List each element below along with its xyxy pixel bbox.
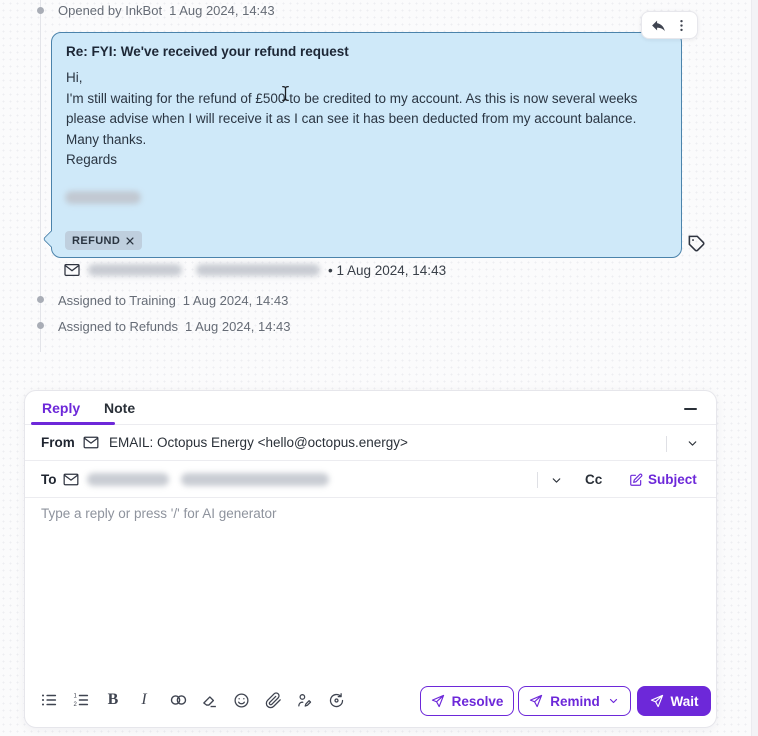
remove-tag-icon[interactable] [125,236,135,246]
message-actions-toolbar [641,11,698,39]
tab-reply[interactable]: Reply [42,400,81,416]
from-value[interactable]: EMAIL: Octopus Energy <hello@octopus.energy> [109,435,408,450]
subject-button[interactable] [629,472,697,487]
redacted-recipient [196,264,320,276]
from-chevron-down-icon[interactable] [685,437,700,450]
send-icon [431,694,445,708]
email-signoff: Regards [66,152,118,167]
subject-label: Subject [648,472,697,487]
attachment-icon[interactable] [260,687,286,713]
envelope-icon [64,263,80,277]
link-icon[interactable] [165,687,191,713]
envelope-icon [63,473,79,486]
email-message-bubble [51,32,682,258]
timeline-event-label: Opened by InkBot [58,3,163,18]
timeline-dot [37,7,44,14]
timeline-event-assigned-training [58,293,288,308]
bubble-tail [43,231,60,248]
composer-tabs [25,391,716,425]
redacted-to-name [87,473,169,486]
refund-tag[interactable] [65,231,142,250]
wait-label: Wait [670,693,699,709]
svg-text:2: 2 [73,702,77,708]
tag-icon[interactable] [687,234,706,253]
cc-button[interactable]: Cc [585,472,603,487]
remind-label: Remind [550,693,600,709]
scrollbar[interactable] [751,0,758,736]
to-label: To [41,472,57,487]
ibeam-cursor-icon [280,85,291,102]
kebab-menu-icon[interactable] [674,18,689,33]
reply-input-placeholder[interactable]: Type a reply or press '/' for AI generator [41,506,277,521]
minimize-button[interactable] [677,399,703,419]
timeline-event-opened [58,3,275,18]
timeline-event-label: Assigned to Refunds [58,319,178,334]
italic-icon[interactable]: I [141,691,147,708]
from-label: From [41,435,75,450]
svg-text:1: 1 [73,693,77,700]
bullet-list-icon[interactable] [36,687,62,713]
send-icon [650,694,664,708]
remind-chevron-down-icon [607,695,620,707]
remind-button[interactable] [518,686,631,716]
bold-icon[interactable]: B [107,691,119,708]
eraser-icon[interactable] [196,687,222,713]
redacted-to-email [181,473,329,486]
divider [666,436,667,452]
email-body: I'm still waiting for the refund of £500 to be credited to my account. As this is now several weeks please advise when I will receive it as I can see it has been deducted from my account balance. [66,90,638,126]
email-meta-timestamp: • 1 Aug 2024, 14:43 [328,263,447,278]
send-icon [529,694,543,708]
to-row [25,461,716,498]
signature-icon[interactable] [291,687,317,713]
tab-note[interactable]: Note [104,400,136,416]
email-thanks: Many thanks. [66,131,147,147]
timeline-dot [37,322,44,329]
to-chevron-down-icon[interactable] [549,474,564,487]
envelope-icon [83,436,99,449]
edit-subject-icon [629,473,643,487]
reply-icon[interactable] [650,17,667,34]
timeline-dot [37,296,44,303]
reply-composer-panel [24,390,717,728]
timeline-event-timestamp: 1 Aug 2024, 14:43 [182,293,289,308]
timeline-event-timestamp: 1 Aug 2024, 14:43 [169,3,275,18]
timeline-event-label: Assigned to Training [58,293,176,308]
ai-assist-icon[interactable] [323,687,349,713]
refund-tag-label: REFUND [72,234,121,247]
redacted-sender-name [65,191,141,204]
timeline-event-assigned-refunds [58,319,291,334]
wait-button[interactable] [637,686,711,716]
email-greeting: Hi, [66,70,83,85]
ordered-list-icon[interactable] [68,687,94,713]
resolve-label: Resolve [451,693,504,709]
emoji-icon[interactable] [228,687,254,713]
from-row [25,426,716,461]
active-tab-underline [31,422,115,425]
resolve-button[interactable] [420,686,514,716]
redacted-sender [88,264,182,276]
minimize-icon [684,408,697,410]
email-subject: Re: FYI: We've received your refund request [66,44,349,59]
timeline-event-timestamp: 1 Aug 2024, 14:43 [184,319,291,334]
divider [537,472,538,488]
